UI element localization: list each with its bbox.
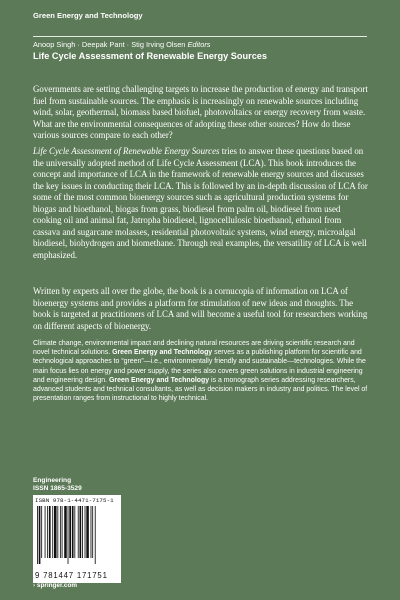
- editors-role: Editors: [187, 40, 211, 49]
- series-name: Green Energy and Technology: [33, 11, 143, 20]
- publisher-prefix: ›: [33, 582, 37, 589]
- barcode-bar: [49, 506, 51, 558]
- barcode-bar: [95, 506, 96, 564]
- subject-category: Engineering: [33, 477, 72, 484]
- series-name-bold-2: Green Energy and Technology: [109, 376, 210, 384]
- barcode-digits: 9 781447 171751: [35, 571, 108, 580]
- barcode-bar: [85, 506, 86, 558]
- series-text-a: Climate change, environmental impact and declining natural resources are driving scientific research and novel technical solutions.: [33, 340, 355, 357]
- book-title-italic: Life Cycle Assessment of Renewable Energy Sources: [33, 146, 220, 156]
- isbn-text: ISBN 978-1-4471-7175-1: [35, 497, 114, 504]
- barcode-bar: [86, 506, 89, 558]
- barcode-bar: [69, 506, 71, 558]
- barcode-bar: [60, 506, 61, 558]
- barcode-bar: [45, 506, 46, 558]
- barcode-bar: [78, 506, 79, 558]
- barcode-bar: [68, 506, 69, 564]
- barcode-bar: [57, 506, 58, 558]
- barcode-bar: [91, 506, 92, 558]
- barcode-bar: [41, 506, 42, 558]
- description-text: tries to answer these questions based on the universally adopted method of Life Cycle Assessment (LCA). This book introduces the concept and importance of LCA in the framework of renewable energy sources and discusses the key issues in conducting their LCA. This is followed by an in-depth discussion of LCA for some of the most common bioenergy sources such as agricultural production systems for biogas and bioethanol, biogas from grass, biodiesel from palm oil, biodiesel from used cooking oil and animal fat, Jatropha biodiesel, lignocellulosic bioethanol, ethanol from cassava and sugarcane molasses, residential photovoltaic systems, wind energy, microalgal biodiesel, biohydrogen and biomethane. Through real examples, the versatility of LCA is well emphasized.: [33, 146, 368, 260]
- description-paragraph: [33, 146, 368, 261]
- barcode-bar: [54, 506, 57, 558]
- barcode-bar: [80, 506, 82, 558]
- barcode-bar: [47, 506, 48, 558]
- series-text-b: serves as a publishing platform for scientific and technological approaches to “green”—i.e., environmentally friendly and sustainable—technologies. While the main focus lies on energy and power supply, the series also covers green solutions in industrial engineering and engineering design.: [33, 349, 366, 384]
- authors-paragraph: Written by experts all over the globe, the book is a cornucopia of information on LCA of bioenergy systems and provides a platform for stimulation of new ideas and thoughts. The book is targeted at practitioners of LCA and will become a useful tool for researchers working on different aspects of bioenergy.: [33, 286, 368, 331]
- barcode-bar: [92, 506, 93, 558]
- barcode-bar: [72, 506, 74, 558]
- barcode-bar: [62, 506, 63, 558]
- barcode-bar: [52, 506, 53, 558]
- barcode-bar: [82, 506, 83, 558]
- publisher-url: [33, 582, 77, 590]
- barcode-bar: [37, 506, 38, 564]
- isbn-barcode: [33, 495, 121, 583]
- publisher-name: springer.com: [36, 582, 78, 589]
- series-name-bold-1: Green Energy and Technology: [112, 349, 213, 357]
- barcode-bar: [74, 506, 75, 558]
- barcode-bar: [64, 506, 67, 558]
- series-text-c: is a monograph series addressing researchers, advanced students and technical consultants, as well as decision makers in industry and politics. The level of presentation ranges from instructional to highly technical.: [33, 376, 368, 403]
- barcode-bars: [37, 506, 117, 564]
- barcode-bar: [39, 506, 41, 564]
- book-title: Life Cycle Assessment of Renewable Energy Sources: [33, 51, 268, 61]
- issn-number: ISSN 1865-3529: [33, 485, 82, 492]
- editors-line: [33, 40, 211, 49]
- editor-names: Anoop Singh · Deepak Pant · Stig Irving Olsen: [33, 40, 186, 49]
- intro-paragraph: Governments are setting challenging targets to increase the production of energy and transport fuel from sustainable sources. The emphasis is increasingly on renewable sources including wind, solar, geothermal, biomass based biofuel, photovoltaics or energy recovery from waste. What are the environmental consequences of adopting these other sources? How do these various sources compare to each other?: [33, 84, 368, 140]
- header-divider: [33, 36, 367, 37]
- series-paragraph: [33, 339, 368, 403]
